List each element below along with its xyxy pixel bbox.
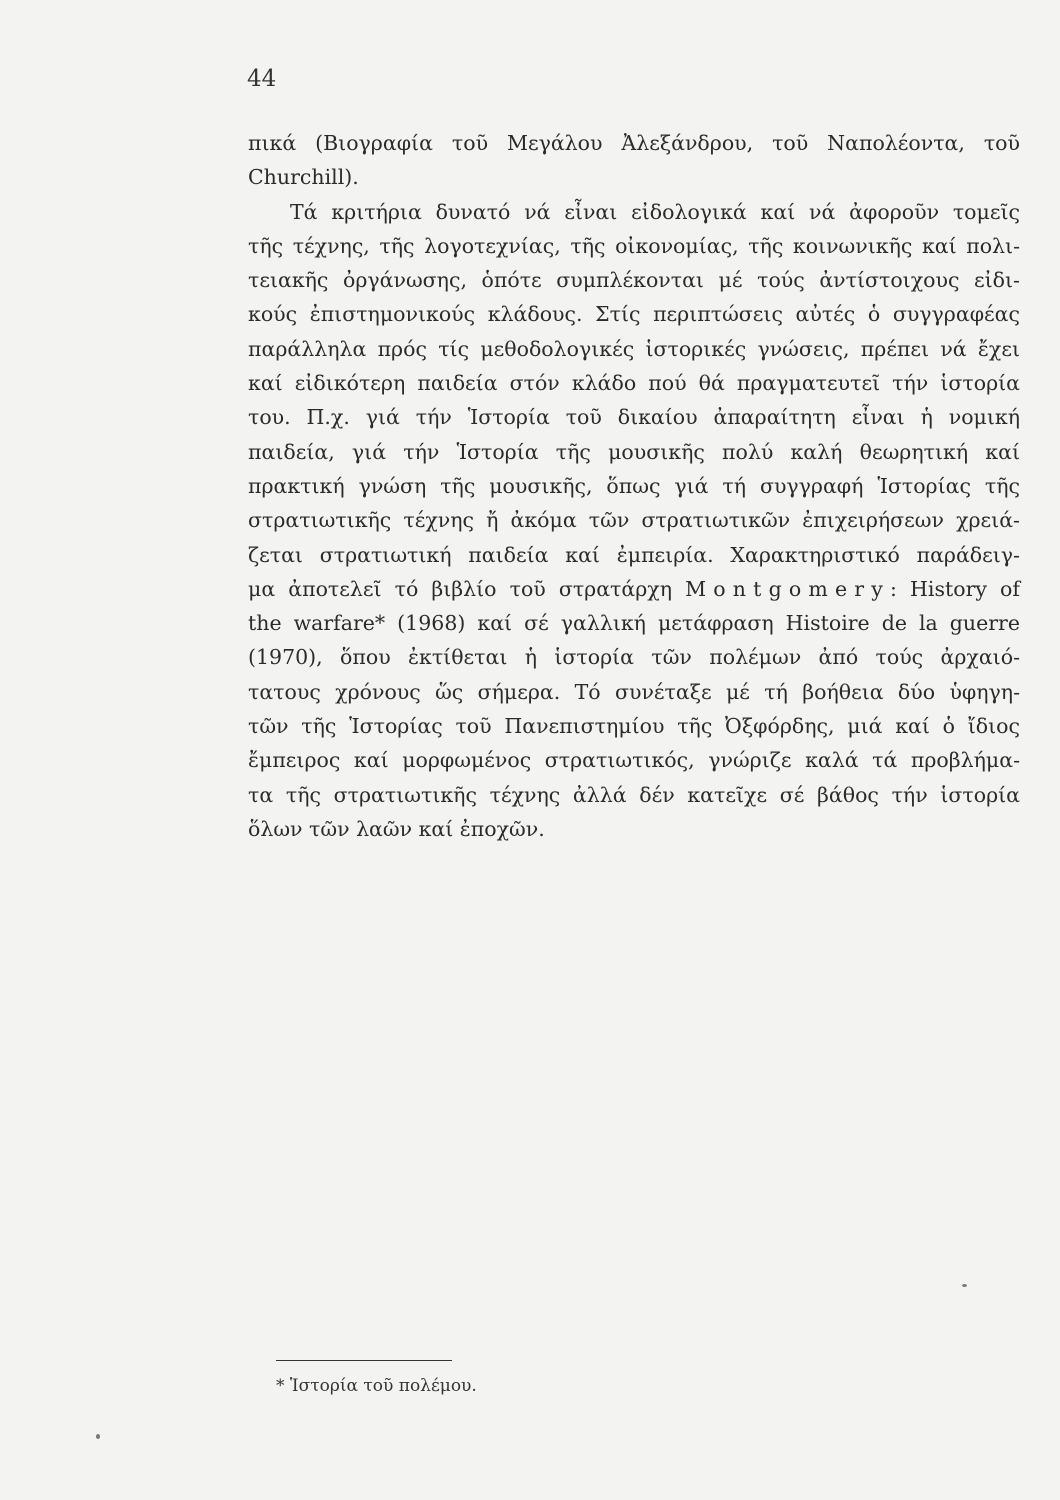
text-line: καί εἰδικότερη παιδεία στόν κλάδο πού θά πραγματευτεῖ τήν ἱστορία — [248, 371, 1020, 396]
text-line: παιδεία, γιά τήν Ἱστορία τῆς μουσικῆς πολύ καλή θεωρητική καί — [248, 439, 1020, 464]
text-fragment: : History of — [890, 576, 1020, 601]
author-name-spaced: Montgomery — [685, 576, 891, 601]
text-line: παράλληλα πρός τίς μεθοδολογικές ἱστορικές γνώσεις, πρέπει νά ἔχει — [248, 336, 1020, 361]
text-line: Churchill). — [248, 165, 359, 190]
text-line: τῶν τῆς Ἱστορίας τοῦ Πανεπιστημίου τῆς Ὀξφόρδης, μιά καί ὁ ἴδιος — [248, 714, 1020, 739]
text-line: κούς ἐπιστημονικούς κλάδους. Στίς περιπτώσεις αὐτές ὁ συγγραφέας — [248, 302, 1020, 327]
text-line: ζεται στρατιωτική παιδεία καί ἐμπειρία. Χαρακτηριστικό παράδειγ- — [248, 542, 1020, 567]
text-line: ἔμπειρος καί μορφωμένος στρατιωτικός, γνώριζε καλά τά προβλήμα- — [248, 748, 1020, 773]
text-line: τειακῆς ὀργάνωσης, ὁπότε συμπλέκονται μέ τούς ἀντίστοιχους εἰδι- — [248, 268, 1020, 293]
text-line: πρακτική γνώση τῆς μουσικῆς, ὅπως γιά τή συγγραφή Ἱστορίας τῆς — [248, 473, 1020, 498]
page-number: 44 — [247, 66, 277, 92]
text-line: the warfare* (1968) καί σέ γαλλική μετάφραση Histoire de la guerre — [248, 611, 1020, 636]
text-line: τατους χρόνους ὥς σήμερα. Τό συνέταξε μέ τή βοήθεια δύο ὑφηγη- — [248, 679, 1020, 704]
paper-speck — [96, 1434, 100, 1439]
text-line-montgomery — [248, 572, 1020, 606]
text-line: πικά (Βιογραφία τοῦ Μεγάλου Ἀλεξάνδρου, τοῦ Ναπολέοντα, τοῦ — [248, 131, 1020, 155]
text-line: (1970), ὅπου ἐκτίθεται ἡ ἱστορία τῶν πολέμων ἀπό τούς ἀρχαιό- — [248, 645, 1020, 670]
text-fragment: μα ἀποτελεῖ τό βιβλίο τοῦ στρατάρχη — [248, 576, 686, 601]
footnote-separator — [276, 1360, 452, 1361]
text-line: τα τῆς στρατιωτικῆς τέχνης ἀλλά δέν κατεῖχε σέ βάθος τήν ἱστορία — [248, 782, 1020, 807]
text-line: Τά κριτήρια δυνατό νά εἶναι εἰδολογικά καί νά ἀφοροῦν τομεῖς — [290, 199, 1020, 224]
text-line: ὅλων τῶν λαῶν καί ἐποχῶν. — [248, 816, 545, 841]
text-line: του. Π.χ. γιά τήν Ἱστορία τοῦ δικαίου ἀπαραίτητη εἶναι ἡ νομική — [248, 405, 1020, 430]
text-line: τῆς τέχνης, τῆς λογοτεχνίας, τῆς οἰκονομίας, τῆς κοινωνικῆς καί πολι- — [248, 233, 1020, 258]
text-line: στρατιωτικῆς τέχνης ἤ ἀκόμα τῶν στρατιωτικῶν ἐπιχειρήσεων χρειά- — [248, 508, 1020, 533]
paper-speck — [962, 1284, 967, 1287]
footnote: * Ἱστορία τοῦ πολέμου. — [276, 1376, 477, 1396]
body-text — [248, 126, 1020, 846]
